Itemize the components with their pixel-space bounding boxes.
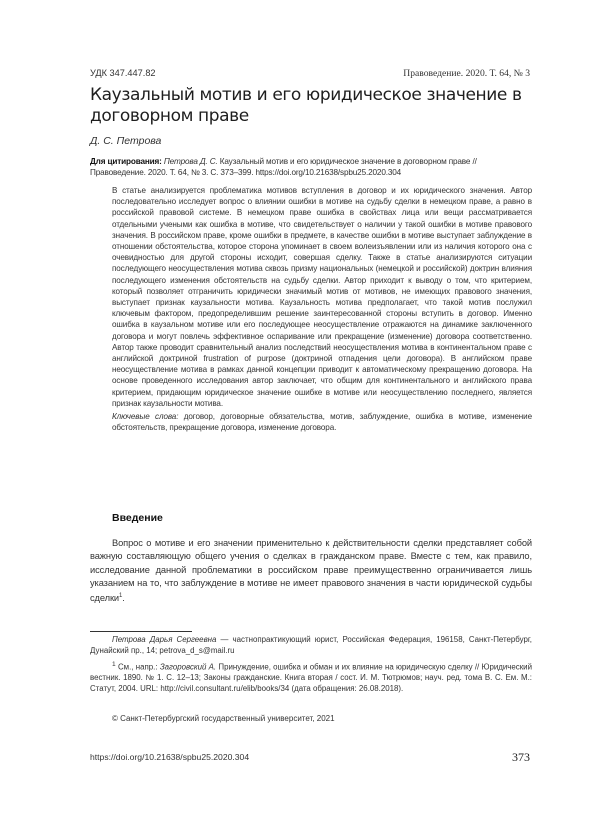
udk-code: УДК 347.447.82 xyxy=(90,68,156,78)
doi-link[interactable]: https://doi.org/10.21638/spbu25.2020.304 xyxy=(90,752,250,762)
citation-text: Каузальный мотив и его юридическое значение в договорном праве // Правоведение. 2020. Т. 64, № 3. С. 373–399. https://doi.org/10.21638/spbu25.2020.304 xyxy=(90,157,477,177)
footnote-divider xyxy=(90,631,192,632)
author-full-name: Петрова Дарья Сергеевна xyxy=(112,635,217,644)
abstract xyxy=(112,185,532,433)
article-title: Каузальный мотив и его юридическое значение в договорном праве xyxy=(90,85,522,126)
introduction-text: Вопрос о мотиве и его значении применительно к действительности сделки представляет собой важную составляющую общего учения о сделках в гражданском праве. Вместе с тем, как правило, исследование данной проблематики в российском праве преимущественно ограничивается лишь указанием на то, что заблуждение в мотиве не имеет правового значения в части юридической судьбы сделки xyxy=(90,538,532,604)
introduction-paragraph xyxy=(90,537,532,606)
page-number: 373 xyxy=(512,750,530,764)
author-footnote xyxy=(90,635,532,656)
footnote-1-mark: 1 xyxy=(112,661,116,668)
introduction-end: . xyxy=(122,593,125,604)
keywords-list: договор, договорные обязательства, мотив, заблуждение, ошибка в мотиве, изменение обстоятельств, прекращение договора, изменение договора. xyxy=(112,412,533,433)
article-author: Д. С. Петрова xyxy=(90,135,162,147)
journal-reference: Правоведение. 2020. Т. 64, № 3 xyxy=(403,68,530,79)
footnote-1-prefix: См., напр.: xyxy=(117,662,158,672)
footnote-ref-1[interactable]: 1 xyxy=(119,593,123,600)
keywords-label: Ключевые слова: xyxy=(112,412,179,422)
footnote-1-text: Принуждение, ошибка и обман и их влияние на юридическую сделку // Юридический вестник. 1890. № 1. С. 12–13; Законы гражданские. Книга вторая / сост. И. М. Тютрюмов; науч. ред. тома В. С. Ем. М.: Статут, 2004. URL: http://civil.consultant.ru/elib/books/34 (дата обращения: 26.08.2018). xyxy=(90,662,532,693)
section-heading-introduction: Введение xyxy=(112,512,163,524)
copyright-notice: © Санкт-Петербургский государственный университет, 2021 xyxy=(112,714,335,723)
author-affiliation: — частнопрактикующий юрист, Российская Федерация, 196158, Санкт-Петербург, Дунайский пр., 14; petrova_d_s@mail.ru xyxy=(90,635,532,655)
abstract-text: В статье анализируется проблематика мотивов вступления в договор и их юридического значения. Автор последовательно исследует вопрос о влиянии ошибки в мотиве на судьбу сделки в немецком праве, а равно в российской правовой системе. В немецком праве ошибка в свойствах лица или вещи рассматривается отдельными учеными как ошибка в мотиве, что свидетельствует о наличии у такой ошибки в мотиве правового значения. В российском праве, кроме ошибки в предмете, в качестве ошибки в мотиве выступает заблуждение в отношении обстоятельства, которое сторона упоминает в своем волеизъявлении или из наличия которого она с очевидностью для другой стороны исходит, совершая сделку. Также в статье анализируются ситуации последующего неосуществления мотива сквозь призму национальных (немецкой и российской) доктрин влияния последующего изменения обстоятельств на судьбу сделки. Автор приходит к выводу о том, что критерием, который позволяет отграничить юридически значимый мотив от мотивов, не имеющих правового значения, выступает признак каузальности мотива. Каузальность мотива предполагает, что такой мотив послужил ключевым фактором, предопределившим решение заинтересованной стороны вступить в договор. Именно ошибка в каузальном мотиве или его последующее неосуществление отражаются на динамике заключенного договора и могут повлечь эффективное оспаривание или прекращение (изменение) договора соответственно. Автор также проводит сравнительный анализ последствий неосуществления мотива в континентальном праве с английской доктриной frustration of purpose (доктриной отпадения цели договора). В английском праве неосуществление мотива в рамках данной концепции приводит к автоматическому прекращению договора. На основе проведенного исследования автор заключает, что общим для континентального и английского права критерием, придающим юридическое значение ошибке в мотиве или неосуществлению последнего, является признак каузальности мотива. xyxy=(112,186,532,408)
citation-author: Петрова Д. С. xyxy=(163,157,218,166)
citation-label: Для цитирования: xyxy=(90,157,162,166)
citation-block xyxy=(90,157,532,179)
footnote-1-author: Загоровский А. xyxy=(159,662,217,672)
keywords xyxy=(112,411,532,433)
footnote-1 xyxy=(90,660,532,694)
